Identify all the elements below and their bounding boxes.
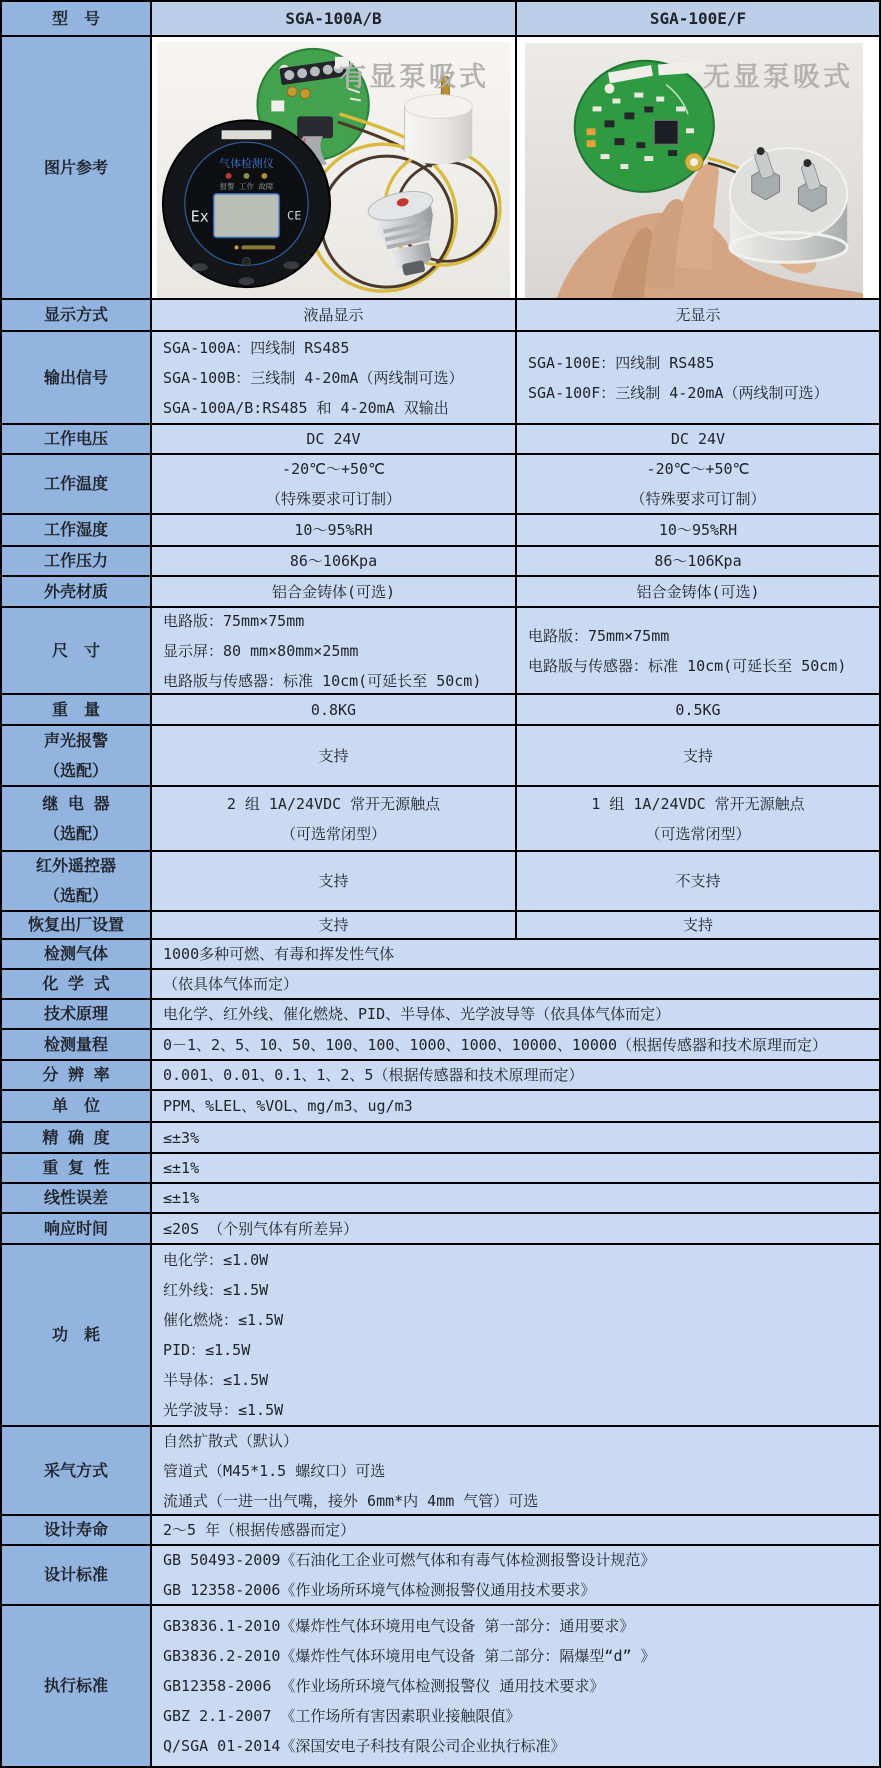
product-photo-a — [152, 37, 517, 298]
cell-repeatability — [152, 1154, 879, 1182]
value-line: 0－1、2、5、10、50、100、100、1000、1000、10000、10000（根据传感器和技术原理而定） — [163, 1035, 827, 1054]
cell-output-signal-col2 — [517, 332, 879, 423]
row-ir-remote-control — [2, 850, 879, 910]
value-line: 0.001、0.01、0.1、1、2、5（根据传感器和技术原理而定） — [163, 1066, 584, 1084]
label-line: 尺 寸 — [51, 640, 100, 660]
cell-sound-light-alarm-col2 — [517, 726, 879, 785]
row-executive-standard — [2, 1604, 879, 1766]
value-line: -20℃～+50℃ — [282, 460, 385, 478]
value-line: 显示屏：80 mm×80mm×25mm — [163, 641, 359, 660]
photo-watermark-a: 有显泵吸式 — [339, 62, 489, 93]
value-line: 管道式（M45*1.5 螺纹口）可选 — [163, 1461, 386, 1480]
row-repeatability — [2, 1152, 879, 1182]
value-line: 支持 — [682, 916, 713, 934]
row-label-photo-reference — [2, 37, 152, 298]
cell-design-standard — [152, 1546, 879, 1604]
row-working-humidity — [2, 513, 879, 545]
value-line: 2～5 年（根据传感器而定） — [163, 1521, 356, 1539]
row-unit — [2, 1089, 879, 1121]
value-line: SGA-100E：四线制 RS485 — [528, 353, 715, 372]
label-line: （选配） — [43, 823, 108, 843]
value-line: 0.5KG — [675, 700, 721, 719]
cell-weight-col1 — [152, 695, 517, 724]
label-line: 重 复 性 — [42, 1158, 110, 1177]
value-line: （特殊要求可订制） — [265, 490, 401, 508]
cell-detected-gas — [152, 940, 879, 968]
row-output-signal — [2, 330, 879, 423]
label-line: 执行标准 — [43, 1676, 108, 1695]
value-line: 支持 — [682, 746, 713, 765]
value-line: 1000多种可燃、有毒和挥发性气体 — [163, 945, 395, 963]
row-label-weight — [2, 695, 152, 724]
gas-detector-device — [163, 120, 330, 287]
row-working-pressure — [2, 545, 879, 575]
value-line: 电化学：≤1.0W — [163, 1251, 269, 1269]
row-label-detection-range — [2, 1030, 152, 1059]
row-dimensions — [2, 606, 879, 693]
product-photo-b — [517, 37, 879, 298]
row-label-design-standard — [2, 1546, 152, 1604]
cell-model-col1 — [152, 2, 517, 35]
row-label-response-time — [2, 1214, 152, 1243]
label-line: 单 位 — [51, 1096, 100, 1115]
row-label-relay — [2, 787, 152, 850]
value-line: 无显示 — [675, 306, 721, 324]
value-line: （特殊要求可订制） — [630, 490, 766, 508]
row-label-factory-reset — [2, 912, 152, 938]
row-display-mode — [2, 298, 879, 330]
value-line: GB3836.2-2010《爆炸性气体环境用电气设备 第二部分：隔爆型“d” 》 — [163, 1647, 656, 1665]
label-line: 工作压力 — [43, 551, 108, 570]
value-line: （依具体气体而定） — [163, 975, 299, 993]
cell-relay-col2 — [517, 787, 879, 850]
cell-power-consumption — [152, 1245, 879, 1425]
row-detection-range — [2, 1028, 879, 1059]
cell-design-life — [152, 1516, 879, 1544]
value-line: GB 50493-2009《石油化工企业可燃气体和有毒气体检测报警设计规范》 — [163, 1551, 656, 1569]
led-labels: 报警 工作 故障 — [219, 181, 274, 191]
value-line: 支持 — [318, 872, 349, 890]
value-line: 电路版：75mm×75mm — [528, 626, 670, 645]
value-line: 1 组 1A/24VDC 常开无源触点 — [591, 794, 805, 813]
value-line: 电路版与传感器：标准 10cm(可延长至 50cm) — [528, 656, 847, 675]
cell-working-pressure-col1 — [152, 547, 517, 575]
cell-working-humidity-col1 — [152, 515, 517, 545]
row-label-technical-principle — [2, 1000, 152, 1028]
cell-working-voltage-col2 — [517, 425, 879, 453]
value-line: SGA-100E/F — [649, 8, 747, 28]
label-line: 恢复出厂设置 — [27, 915, 124, 934]
label-line: 输出信号 — [43, 367, 108, 387]
row-linearity-error — [2, 1182, 879, 1212]
value-line: ≤20S （个别气体有所差异） — [163, 1219, 359, 1238]
cell-dimensions-col2 — [517, 608, 879, 693]
row-label-sound-light-alarm — [2, 726, 152, 785]
cell-resolution — [152, 1061, 879, 1089]
row-label-shell-material — [2, 577, 152, 606]
value-line: GB3836.1-2010《爆炸性气体环境用电气设备 第一部分：通用要求》 — [163, 1617, 635, 1635]
value-line: GBZ 2.1-2007 《工作场所有害因素职业接触限值》 — [163, 1707, 521, 1725]
label-line: 采气方式 — [43, 1460, 108, 1480]
row-model — [2, 2, 879, 35]
cell-response-time — [152, 1214, 879, 1243]
label-line: 功 耗 — [51, 1325, 100, 1344]
row-detected-gas — [2, 938, 879, 968]
label-line: 线性误差 — [43, 1188, 108, 1207]
value-line: DC 24V — [306, 430, 361, 448]
value-line: 支持 — [318, 746, 349, 765]
row-label-working-pressure — [2, 547, 152, 575]
value-line: 0.8KG — [310, 700, 357, 719]
cell-executive-standard — [152, 1606, 879, 1766]
cell-model-col2 — [517, 2, 879, 35]
ex-mark: Ex — [190, 207, 209, 226]
row-label-resolution — [2, 1061, 152, 1089]
value-line: SGA-100A/B — [285, 8, 382, 28]
value-line: （可选常闭型） — [280, 824, 386, 843]
cell-dimensions-col1 — [152, 608, 517, 693]
row-relay — [2, 785, 879, 850]
row-working-temperature — [2, 453, 879, 513]
row-label-dimensions — [2, 608, 152, 693]
row-label-executive-standard — [2, 1606, 152, 1766]
value-line: 自然扩散式（默认） — [163, 1431, 299, 1450]
cell-technical-principle — [152, 1000, 879, 1028]
value-line: 不支持 — [675, 872, 721, 890]
label-line: 图片参考 — [43, 157, 108, 177]
cell-shell-material-col2 — [517, 577, 879, 606]
value-line: 电化学、红外线、催化燃烧、PID、半导体、光学波导等（依具体气体而定） — [163, 1005, 671, 1023]
cell-unit — [152, 1091, 879, 1121]
label-line: 设计寿命 — [43, 1520, 108, 1539]
label-line: 重 量 — [51, 699, 100, 719]
row-working-voltage — [2, 423, 879, 453]
value-line: 电路版：75mm×75mm — [163, 611, 305, 630]
ce-mark: CE — [287, 208, 302, 223]
cell-display-mode-col1 — [152, 300, 517, 330]
value-line: SGA-100F：三线制 4-20mA（两线制可选） — [528, 383, 829, 402]
row-label-chemical-formula — [2, 970, 152, 998]
row-label-ir-remote-control — [2, 852, 152, 910]
cell-relay-col1 — [152, 787, 517, 850]
value-line: 10～95%RH — [658, 521, 738, 539]
row-shell-material — [2, 575, 879, 606]
row-label-model — [2, 2, 152, 35]
row-photo-reference — [2, 35, 879, 298]
value-line: -20℃～+50℃ — [646, 460, 750, 478]
cell-chemical-formula — [152, 970, 879, 998]
value-line: 电路版与传感器：标准 10cm(可延长至 50cm) — [163, 671, 482, 690]
row-chemical-formula — [2, 968, 879, 998]
cell-display-mode-col2 — [517, 300, 879, 330]
value-line: PID：≤1.5W — [163, 1341, 251, 1359]
row-label-accuracy — [2, 1123, 152, 1152]
label-line: 工作温度 — [43, 474, 108, 493]
value-line: ≤±1% — [163, 1159, 200, 1177]
label-line: （选配） — [43, 886, 108, 905]
cell-factory-reset-col2 — [517, 912, 879, 938]
cell-shell-material-col1 — [152, 577, 517, 606]
cell-linearity-error — [152, 1184, 879, 1212]
cell-gas-sampling-method — [152, 1427, 879, 1514]
label-line: 分 辨 率 — [42, 1065, 110, 1084]
cell-ir-remote-control-col1 — [152, 852, 517, 910]
row-design-standard — [2, 1544, 879, 1604]
row-label-working-humidity — [2, 515, 152, 545]
label-line: 型 号 — [51, 8, 100, 28]
value-line: SGA-100B：三线制 4-20mA（两线制可选） — [163, 368, 464, 387]
value-line: ≤±3% — [163, 1128, 200, 1147]
label-line: 响应时间 — [43, 1218, 108, 1238]
label-line: 检测气体 — [43, 944, 108, 963]
row-label-detected-gas — [2, 940, 152, 968]
value-line: 流通式（一进一出气嘴，接外 6mm*内 4mm 气管）可选 — [163, 1491, 539, 1510]
value-line: 铝合金铸体(可选) — [636, 582, 760, 601]
cell-working-temperature-col1 — [152, 455, 517, 513]
value-line: 半导体：≤1.5W — [163, 1371, 269, 1389]
row-accuracy — [2, 1121, 879, 1152]
row-design-life — [2, 1514, 879, 1544]
row-label-display-mode — [2, 300, 152, 330]
label-line: 声光报警 — [43, 730, 108, 750]
label-line: 继 电 器 — [42, 793, 110, 813]
row-resolution — [2, 1059, 879, 1089]
row-label-design-life — [2, 1516, 152, 1544]
row-label-working-temperature — [2, 455, 152, 513]
cell-sound-light-alarm-col1 — [152, 726, 517, 785]
value-line: 86～106Kpa — [289, 552, 378, 570]
photo-watermark-b: 无显泵吸式 — [703, 62, 853, 93]
value-line: 支持 — [318, 916, 349, 934]
value-line: 10～95%RH — [294, 521, 373, 539]
label-line: 技术原理 — [43, 1004, 108, 1023]
row-weight — [2, 693, 879, 724]
label-line: （选配） — [43, 760, 108, 780]
value-line: 催化燃烧：≤1.5W — [163, 1311, 284, 1329]
row-label-linearity-error — [2, 1184, 152, 1212]
value-line: 2 组 1A/24VDC 常开无源触点 — [226, 794, 441, 813]
label-line: 工作电压 — [43, 429, 108, 448]
value-line: SGA-100A：四线制 RS485 — [163, 338, 350, 357]
cell-accuracy — [152, 1123, 879, 1152]
label-line: 工作湿度 — [43, 520, 108, 539]
label-line: 检测量程 — [43, 1034, 108, 1054]
cell-working-temperature-col2 — [517, 455, 879, 513]
row-gas-sampling-method — [2, 1425, 879, 1514]
value-line: 光学波导：≤1.5W — [163, 1401, 284, 1419]
value-line: 86～106Kpa — [654, 552, 742, 570]
cell-factory-reset-col1 — [152, 912, 517, 938]
cell-weight-col2 — [517, 695, 879, 724]
label-line: 化 学 式 — [42, 974, 110, 993]
metal-sensor-cylinder — [730, 147, 847, 262]
value-line: 液晶显示 — [303, 306, 364, 324]
value-line: SGA-100A/B:RS485 和 4-20mA 双输出 — [163, 398, 449, 417]
row-label-unit — [2, 1091, 152, 1121]
cell-ir-remote-control-col2 — [517, 852, 879, 910]
cell-detection-range — [152, 1030, 879, 1059]
value-line: 红外线：≤1.5W — [163, 1281, 269, 1299]
value-line: GB12358-2006 《作业场所环境气体检测报警仪 通用技术要求》 — [163, 1677, 605, 1695]
row-response-time — [2, 1212, 879, 1243]
device-title: 气体检测仪 — [219, 157, 274, 171]
value-line: 铝合金铸体(可选) — [271, 582, 396, 601]
label-line: 精 确 度 — [42, 1127, 110, 1147]
value-line: ≤±1% — [163, 1189, 200, 1207]
row-sound-light-alarm — [2, 724, 879, 785]
row-technical-principle — [2, 998, 879, 1028]
row-label-power-consumption — [2, 1245, 152, 1425]
row-factory-reset — [2, 910, 879, 938]
value-line: PPM、%LEL、%VOL、mg/m3、ug/m3 — [163, 1097, 413, 1115]
value-line: GB 12358-2006《作业场所环境气体检测报警仪通用技术要求》 — [163, 1581, 596, 1599]
cell-working-humidity-col2 — [517, 515, 879, 545]
row-label-working-voltage — [2, 425, 152, 453]
cell-output-signal-col1 — [152, 332, 517, 423]
label-line: 设计标准 — [43, 1565, 108, 1584]
label-line: 外壳材质 — [43, 581, 108, 601]
value-line: Q/SGA 01-2014《深国安电子科技有限公司企业执行标准》 — [163, 1737, 566, 1755]
row-label-gas-sampling-method — [2, 1427, 152, 1514]
row-label-repeatability — [2, 1154, 152, 1182]
label-line: 显示方式 — [43, 305, 108, 324]
cell-working-voltage-col1 — [152, 425, 517, 453]
cell-working-pressure-col2 — [517, 547, 879, 575]
value-line: （可选常闭型） — [645, 824, 751, 843]
label-line: 红外遥控器 — [35, 856, 116, 875]
value-line: DC 24V — [670, 430, 726, 448]
row-power-consumption — [2, 1243, 879, 1425]
row-label-output-signal — [2, 332, 152, 423]
